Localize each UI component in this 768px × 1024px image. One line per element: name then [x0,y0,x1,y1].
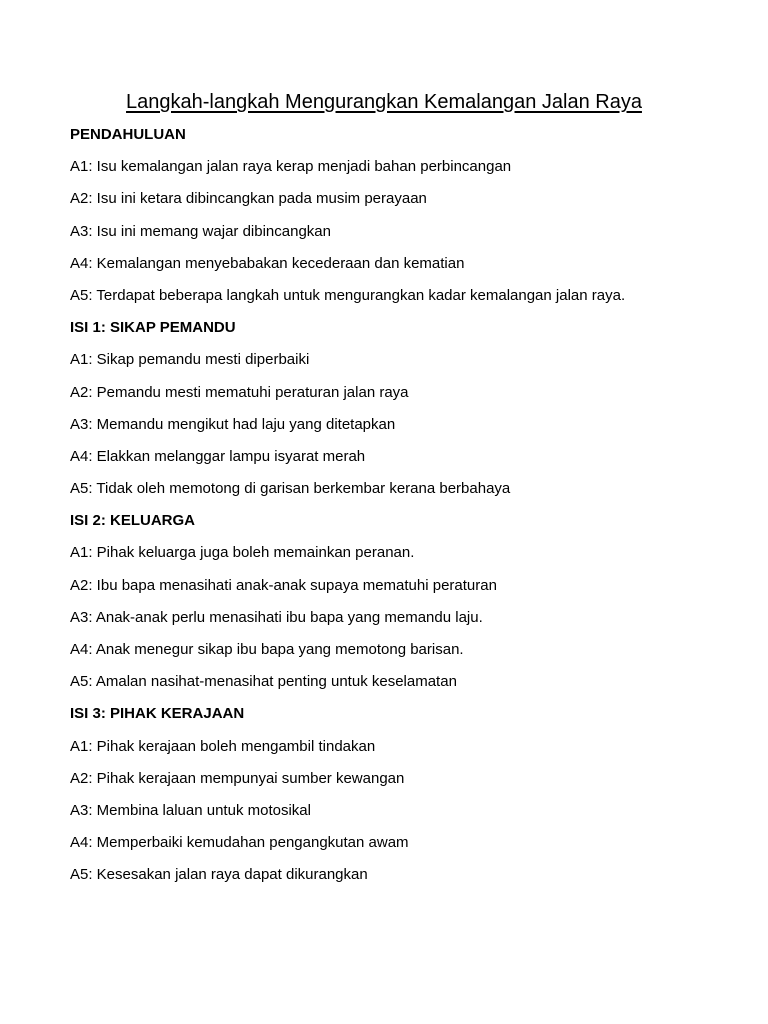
list-item: A1: Pihak kerajaan boleh mengambil tindakan [70,737,376,755]
section-pendahuluan [70,125,750,306]
list-item: A3: Membina laluan untuk motosikal [70,801,311,819]
document-body [70,125,750,898]
list-item: A3: Memandu mengikut had laju yang ditetapkan [70,415,396,433]
section-heading: ISI 2: KELUARGA [70,512,196,530]
list-item: A1: Sikap pemandu mesti diperbaiki [70,351,310,369]
list-item: A4: Elakkan melanggar lampu isyarat merah [70,447,366,465]
list-item: A3: Isu ini memang wajar dibincangkan [70,222,331,240]
list-item: A4: Kemalangan menyebabakan kecederaan dan kematian [70,254,465,272]
list-item: A2: Ibu bapa menasihati anak-anak supaya mematuhi peraturan [70,576,497,594]
section-isi-2 [70,511,750,692]
list-item: A2: Isu ini ketara dibincangkan pada musim perayaan [70,190,427,208]
list-item: A5: Amalan nasihat-menasihat penting untuk keselamatan [70,673,457,691]
section-heading: ISI 3: PIHAK KERAJAAN [70,705,245,723]
list-item: A5: Terdapat beberapa langkah untuk mengurangkan kadar kemalangan jalan raya. [70,286,626,304]
list-item: A2: Pemandu mesti mematuhi peraturan jalan raya [70,383,409,401]
list-item: A1: Pihak keluarga juga boleh memainkan peranan. [70,544,415,562]
section-heading: ISI 1: SIKAP PEMANDU [70,319,236,337]
document-title-text: Langkah-langkah Mengurangkan Kemalangan Jalan Raya [126,91,642,113]
list-item: A5: Tidak oleh memotong di garisan berkembar kerana berbahaya [70,480,511,498]
section-isi-1 [70,318,750,499]
section-heading: PENDAHULUAN [70,126,186,143]
list-item: A4: Anak menegur sikap ibu bapa yang memotong barisan. [70,641,464,658]
list-item: A1: Isu kemalangan jalan raya kerap menjadi bahan perbincangan [70,158,512,176]
section-isi-3 [70,704,750,885]
list-item: A4: Memperbaiki kemudahan pengangkutan awam [70,834,409,852]
list-item: A2: Pihak kerajaan mempunyai sumber kewangan [70,769,405,787]
list-item: A5: Kesesakan jalan raya dapat dikurangkan [70,866,368,884]
document-title [0,88,768,116]
list-item: A3: Anak-anak perlu menasihati ibu bapa yang memandu laju. [70,608,483,626]
